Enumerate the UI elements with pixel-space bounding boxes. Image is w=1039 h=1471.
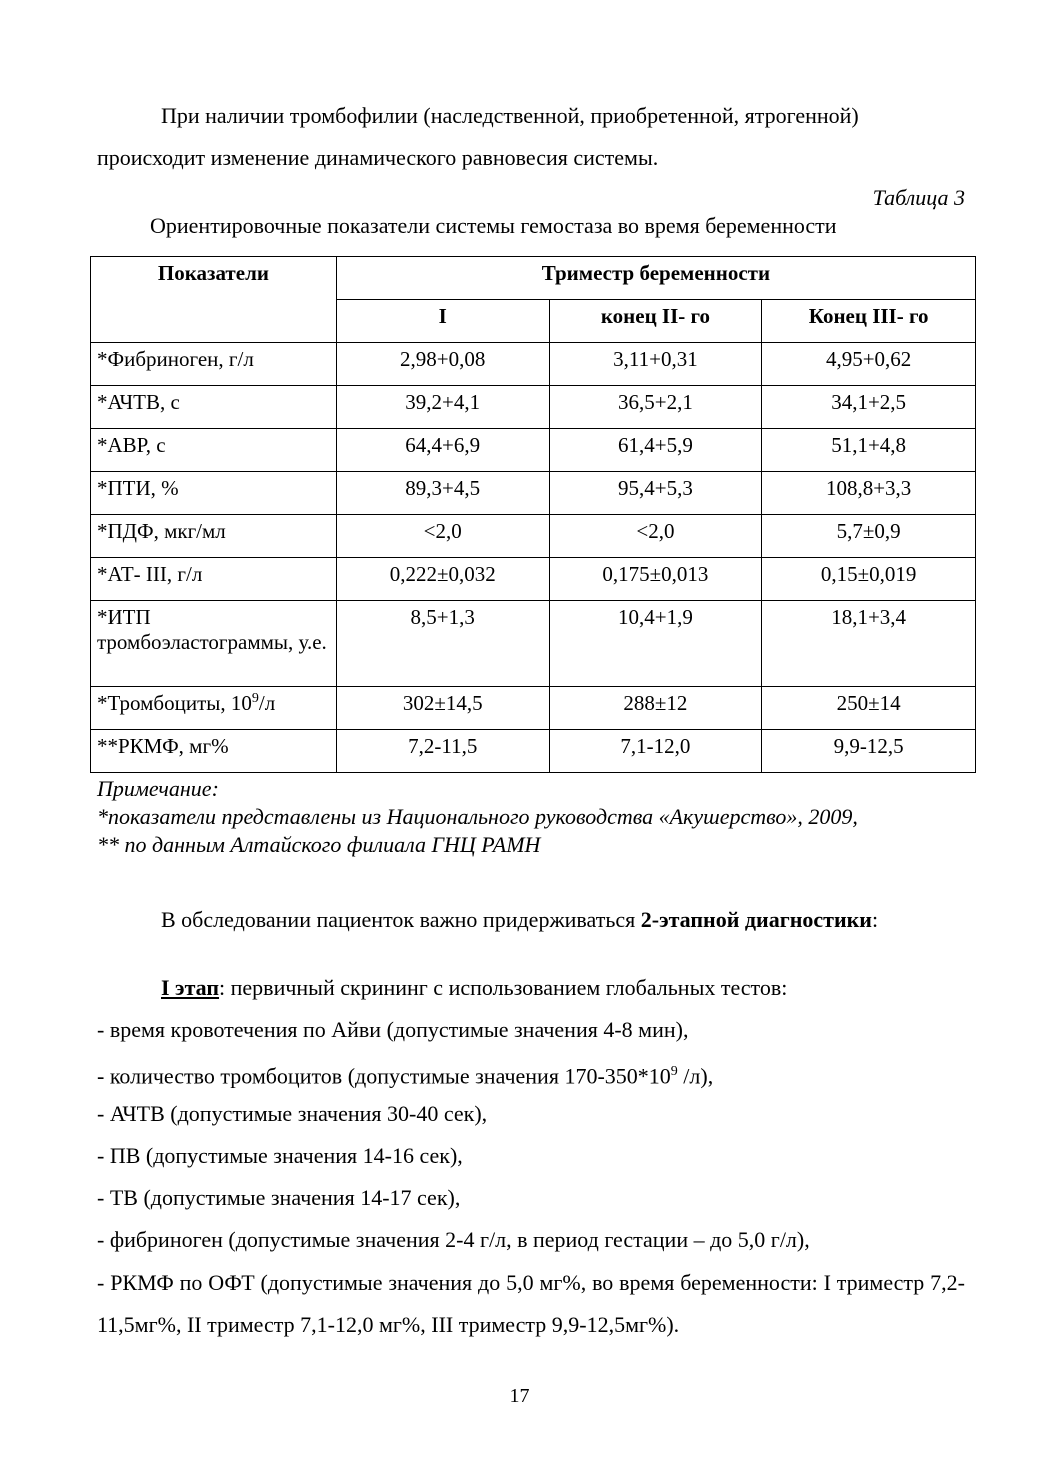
row-value: 7,1-12,0 bbox=[549, 730, 762, 773]
stage1-label: I этап bbox=[161, 975, 220, 1000]
diagnostics-paragraph bbox=[97, 900, 965, 940]
header-trimester: Триместр беременности bbox=[336, 257, 975, 300]
header-trimester-1: I bbox=[336, 300, 549, 343]
row-name: *Фибриноген, г/л bbox=[91, 343, 337, 386]
test-item bbox=[97, 1262, 965, 1346]
row-value: <2,0 bbox=[336, 515, 549, 558]
row-value: 2,98+0,08 bbox=[336, 343, 549, 386]
table-row bbox=[91, 730, 976, 773]
row-value: 108,8+3,3 bbox=[762, 472, 976, 515]
note-title: Примечание: bbox=[97, 776, 219, 801]
row-value: 10,4+1,9 bbox=[549, 601, 762, 687]
table-row bbox=[91, 386, 976, 429]
row-value: 89,3+4,5 bbox=[336, 472, 549, 515]
stage1-text: : первичный скрининг с использованием глобальных тестов: bbox=[219, 975, 788, 1000]
row-name: *АВР, с bbox=[91, 429, 337, 472]
test-item: - ТВ (допустимые значения 14-17 сек), bbox=[97, 1185, 461, 1210]
row-value: 64,4+6,9 bbox=[336, 429, 549, 472]
table-row bbox=[91, 429, 976, 472]
table-row bbox=[91, 558, 976, 601]
row-name: *АЧТВ, с bbox=[91, 386, 337, 429]
hemostasis-table bbox=[90, 256, 976, 773]
row-name: *ПТИ, % bbox=[91, 472, 337, 515]
table-row bbox=[91, 472, 976, 515]
test-item: - ПВ (допустимые значения 14-16 сек), bbox=[97, 1143, 463, 1168]
note-line1: *показатели представлены из Национального руководства «Акушерство», 2009, bbox=[97, 804, 858, 829]
row-value: 8,5+1,3 bbox=[336, 601, 549, 687]
intro-line1: При наличии тромбофилии (наследственной, приобретенной, ятрогенной) bbox=[161, 103, 859, 128]
row-value: 5,7±0,9 bbox=[762, 515, 976, 558]
row-value: 18,1+3,4 bbox=[762, 601, 976, 687]
row-name: **РКМФ, мг% bbox=[91, 730, 337, 773]
diagnostics-lead: В обследовании пациенток важно придерживаться bbox=[161, 907, 641, 932]
header-indicators: Показатели bbox=[91, 257, 337, 343]
table-row bbox=[91, 515, 976, 558]
row-value: 3,11+0,31 bbox=[549, 343, 762, 386]
table-label: Таблица 3 bbox=[872, 185, 965, 210]
table-title: Ориентировочные показатели системы гемостаза во время беременности bbox=[150, 213, 837, 238]
row-value: 250±14 bbox=[762, 687, 976, 730]
row-value: 7,2-11,5 bbox=[336, 730, 549, 773]
test-item: - время кровотечения по Айви (допустимые значения 4-8 мин), bbox=[97, 1017, 689, 1042]
header-trimester-2: конец II- го bbox=[549, 300, 762, 343]
row-value: 39,2+4,1 bbox=[336, 386, 549, 429]
table-row bbox=[91, 343, 976, 386]
row-name: *ПДФ, мкг/мл bbox=[91, 515, 337, 558]
row-value: 0,15±0,019 bbox=[762, 558, 976, 601]
row-value: 0,222±0,032 bbox=[336, 558, 549, 601]
page-number: 17 bbox=[509, 1385, 530, 1407]
row-value: <2,0 bbox=[549, 515, 762, 558]
table-note bbox=[97, 775, 977, 859]
test-item: - АЧТВ (допустимые значения 30-40 сек), bbox=[97, 1101, 488, 1126]
test-item: - фибриноген (допустимые значения 2-4 г/л, в период гестации – до 5,0 г/л), bbox=[97, 1227, 810, 1252]
row-value: 4,95+0,62 bbox=[762, 343, 976, 386]
row-value: 61,4+5,9 bbox=[549, 429, 762, 472]
row-value: 288±12 bbox=[549, 687, 762, 730]
row-name: *ИТП тромбоэластограммы, у.е. bbox=[91, 601, 337, 687]
test-item: - количество тромбоцитов (допустимые значения $170-350*10^9$ /л), bbox=[97, 1063, 714, 1089]
row-value: 51,1+4,8 bbox=[762, 429, 976, 472]
note-line2: ** по данным Алтайского филиала ГНЦ РАМН bbox=[97, 832, 541, 857]
test-item-text: - РКМФ по ОФТ (допустимые значения до 5,0 мг%, во время беременности: I триместр 7,2-11,5мг%, II триместр 7,1-12,0 мг%, III триместр 9,9-12,5мг%). bbox=[97, 1270, 965, 1337]
row-value: 95,4+5,3 bbox=[549, 472, 762, 515]
row-value: 302±14,5 bbox=[336, 687, 549, 730]
row-value: 9,9-12,5 bbox=[762, 730, 976, 773]
stage1-heading bbox=[97, 968, 965, 1008]
row-value: 36,5+2,1 bbox=[549, 386, 762, 429]
table-row bbox=[91, 601, 976, 687]
intro-line2: происходит изменение динамического равновесия системы. bbox=[97, 145, 659, 170]
header-trimester-3: Конец III- го bbox=[762, 300, 976, 343]
diagnostics-bold: 2-этапной диагностики bbox=[640, 907, 872, 932]
row-name: *АТ- III, г/л bbox=[91, 558, 337, 601]
row-value: 34,1+2,5 bbox=[762, 386, 976, 429]
diagnostics-tail: : bbox=[871, 907, 879, 932]
row-name: *Тромбоциты, $10^9/л$ bbox=[91, 687, 337, 730]
intro-paragraph bbox=[97, 95, 965, 179]
row-value: 0,175±0,013 bbox=[549, 558, 762, 601]
table-row bbox=[91, 687, 976, 730]
